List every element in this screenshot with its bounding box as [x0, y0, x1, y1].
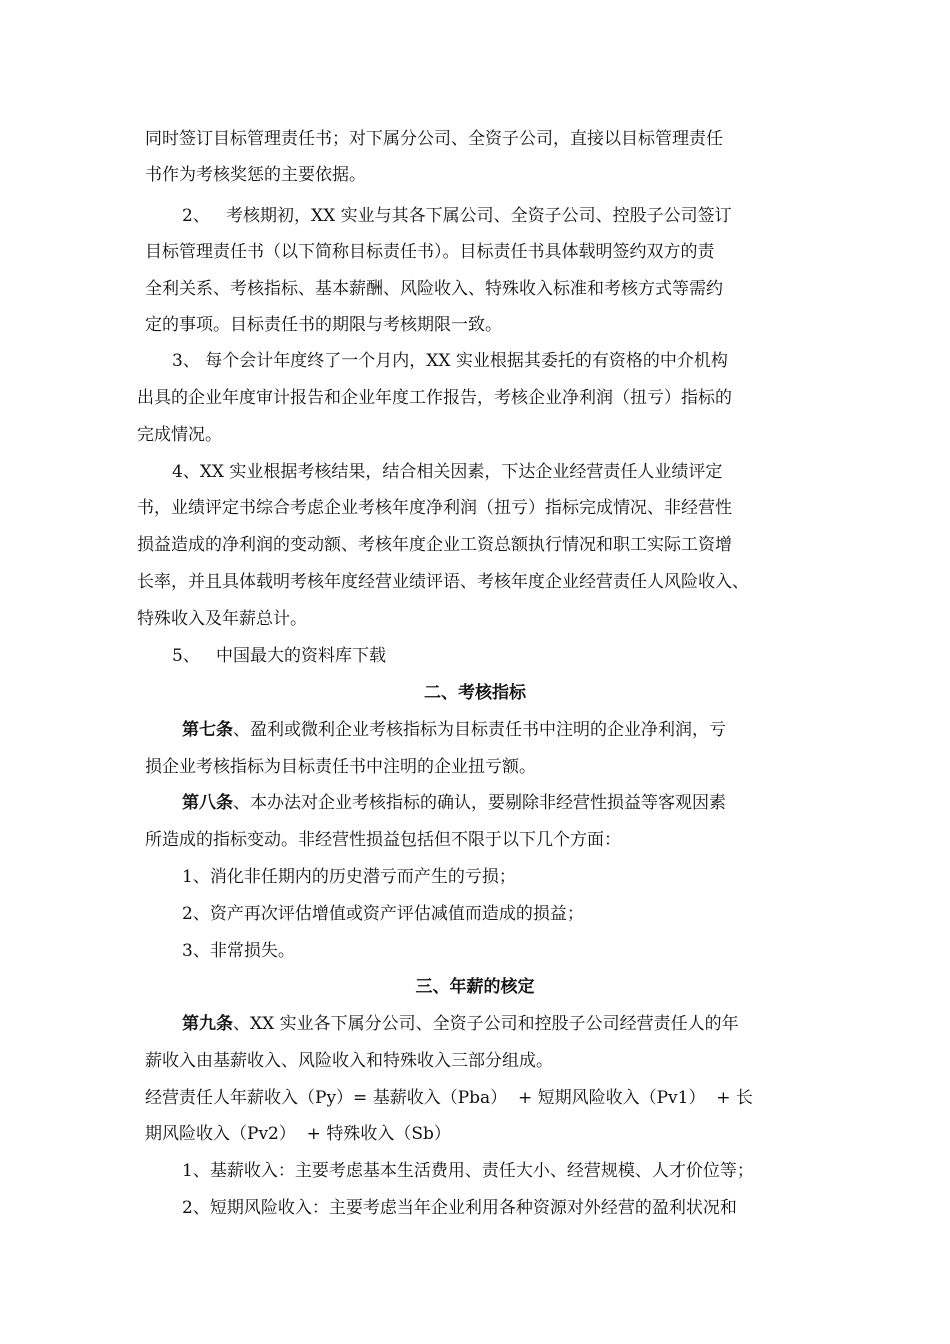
text-line: 同时签订目标管理责任书；对下属分公司、全资子公司，直接以目标管理责任 — [145, 129, 723, 149]
article-text: 、本办法对企业考核指标的确认，要剔除非经营性损益等客观因素 — [233, 793, 726, 813]
article-line — [182, 792, 726, 814]
text-line: 2、 考核期初，XX 实业与其各下属公司、全资子公司、控股子公司签订 — [182, 206, 732, 226]
text-line: 所造成的指标变动。非经营性损益包括但不限于以下几个方面： — [145, 830, 621, 850]
text-line: 1、消化非任期内的历史潜亏而产生的亏损； — [182, 867, 516, 887]
section-heading: 三、年薪的核定 — [415, 977, 535, 997]
article-line — [182, 1013, 739, 1035]
text-line: 长率，并且具体载明考核年度经营业绩评语、考核年度企业经营责任人风险收入、 — [137, 572, 749, 592]
text-line: 书作为考核奖惩的主要依据。 — [145, 165, 366, 185]
section-heading: 二、考核指标 — [424, 683, 526, 703]
text-line: 全利关系、考核指标、基本薪酬、风险收入、特殊收入标准和考核方式等需约 — [145, 279, 723, 299]
text-line: 2、资产再次评估增值或资产评估减值而造成的损益； — [182, 904, 584, 924]
text-line: 出具的企业年度审计报告和企业年度工作报告，考核企业净利润（扭亏）指标的 — [137, 388, 732, 408]
text-line: 损益造成的净利润的变动额、考核年度企业工资总额执行情况和职工实际工资增 — [137, 535, 732, 555]
text-line: 1、基薪收入：主要考虑基本生活费用、责任大小、经营规模、人才价位等； — [182, 1161, 754, 1181]
text-line: 5、 中国最大的资料库下载 — [172, 646, 387, 666]
article-line — [182, 719, 726, 741]
formula-line: 期风险收入（Pv2） + 特殊收入（Sb） — [145, 1124, 451, 1144]
text-line: 3、 每个会计年度终了一个月内，XX 实业根据其委托的有资格的中介机构 — [172, 351, 728, 371]
text-line: 损企业考核指标为目标责任书中注明的企业扭亏额。 — [145, 757, 536, 777]
article-label: 第九条 — [182, 1014, 233, 1034]
text-line: 特殊收入及年薪总计。 — [137, 609, 307, 629]
formula-line: 经营责任人年薪收入（Py）= 基薪收入（Pba） + 短期风险收入（Pv1） + 长 — [145, 1088, 753, 1108]
article-text: 、XX 实业各下属分公司、全资子公司和控股子公司经营责任人的年 — [233, 1014, 739, 1034]
text-line: 薪收入由基薪收入、风险收入和特殊收入三部分组成。 — [145, 1051, 553, 1071]
text-line: 4、XX 实业根据考核结果，结合相关因素，下达企业经营责任人业绩评定 — [172, 462, 723, 482]
text-line: 完成情况。 — [137, 425, 222, 445]
text-line: 3、非常损失。 — [182, 941, 295, 961]
text-line: 定的事项。目标责任书的期限与考核期限一致。 — [145, 315, 502, 335]
text-line: 2、短期风险收入：主要考虑当年企业利用各种资源对外经营的盈利状况和 — [182, 1198, 737, 1218]
article-text: 、盈利或微利企业考核指标为目标责任书中注明的企业净利润，亏 — [233, 720, 726, 740]
text-line: 书，业绩评定书综合考虑企业考核年度净利润（扭亏）指标完成情况、非经营性 — [137, 498, 732, 518]
article-label: 第七条 — [182, 720, 233, 740]
article-label: 第八条 — [182, 793, 233, 813]
text-line: 目标管理责任书（以下简称目标责任书）。目标责任书具体载明签约双方的责 — [145, 242, 715, 262]
